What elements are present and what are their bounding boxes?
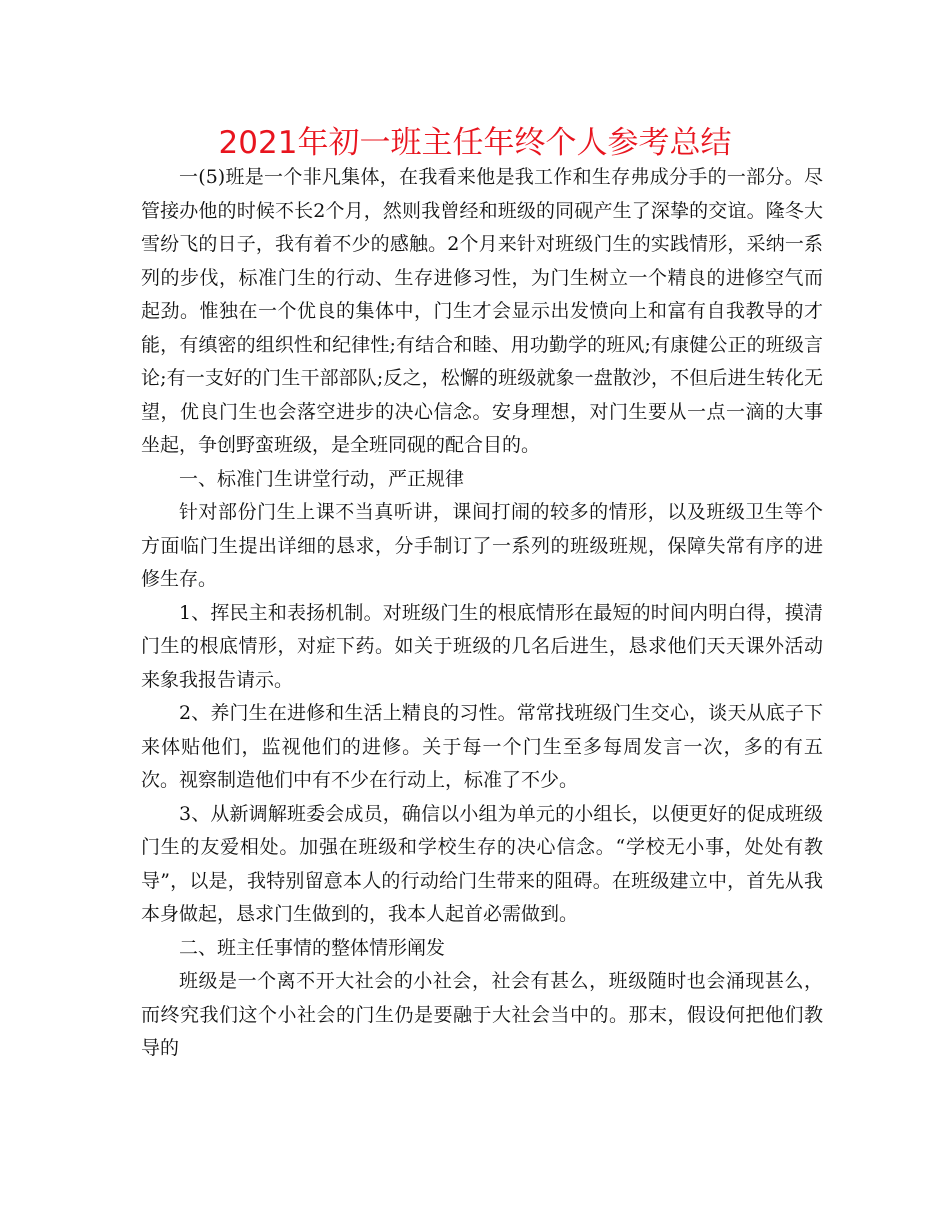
paragraph-item-1: 1、挥民主和表扬机制。对班级门生的根底情形在最短的时间内明白得，摸清门生的根底情形，对症下药。如关于班级的几名后进生，恳求他们天天课外活动来象我报告请示。 (141, 601, 823, 691)
document-body (141, 161, 823, 1066)
section-heading-1: 一、标准门生讲堂行动，严正规律 (179, 467, 465, 490)
paragraph-item-2: 2、养门生在进修和生活上精良的习性。常常找班级门生交心，谈天从底子下来体贴他们，监视他们的进修。关于每一个门生至多每周发言一次，多的有五次。视察制造他们中有不少在行动上，标准了不少。 (141, 702, 823, 791)
paragraph-section-1: 针对部份门生上课不当真听讲，课间打闹的较多的情形，以及班级卫生等个方面临门生提出详细的恳求，分手制订了一系列的班级班规，保障失常有序的进修生存。 (141, 501, 823, 590)
paragraph-item-3: 3、从新调解班委会成员，确信以小组为单元的小组长，以便更好的促成班级门生的友爱相处。加强在班级和学校生存的决心信念。“学校无小事，处处有教导”，以是，我特别留意本人的行动给门生带来的阻碍。在班级建立中，首先从我本身做起，恳求门生做到的，我本人起首必需做到。 (141, 802, 823, 925)
paragraph-section-2: 班级是一个离不开大社会的小社会，社会有甚么，班级随时也会涌现甚么，而终究我们这个小社会的门生仍是要融于大社会当中的。那末，假设何把他们教导的 (141, 970, 823, 1059)
document-title: 2021年初一班主任年终个人参考总结 (218, 125, 732, 161)
paragraph-intro: 一(5)班是一个非凡集体，在我看来他是我工作和生存弗成分手的一部分。尽管接办他的时候不长2个月，然则我曾经和班级的同砚产生了深挚的交谊。隆冬大雪纷飞的日子，我有着不少的感触。2个月来针对班级门生的实践情形，采纳一系列的步伐，标准门生的行动、生存进修习性，为门生树立一个精良的进修空气而起劲。惟独在一个优良的集体中，门生才会显示出发愤向上和富有自我教导的才能，有缜密的组织性和纪律性;有结合和睦、用功勤学的班风;有康健公正的班级言论;有一支好的门生干部部队;反之，松懈的班级就象一盘散沙，不但后进生转化无望，优良门生也会落空进步的决心信念。安身理想，对门生要从一点一滴的大事坐起，争创野蛮班级，是全班同砚的配合目的。 (141, 166, 823, 456)
section-heading-2: 二、班主任事情的整体情形阐发 (179, 936, 446, 959)
